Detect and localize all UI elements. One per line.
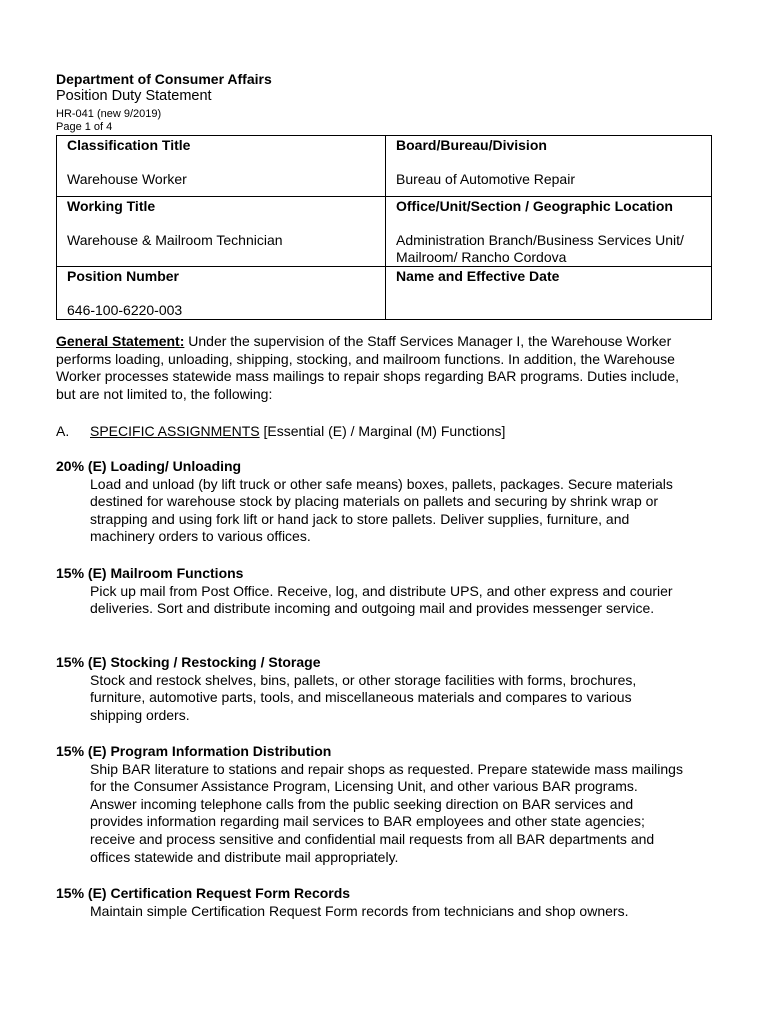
position-number-cell xyxy=(57,267,386,320)
general-statement xyxy=(56,333,686,403)
name-effective-date-cell xyxy=(386,267,712,320)
duty-text: Stock and restock shelves, bins, pallets, or other storage facilities with forms, brochures, furniture, automotive parts, tools, and miscellaneous materials and compares to various shipping orders. xyxy=(90,671,637,723)
name-effective-date-label: Name and Effective Date xyxy=(396,268,560,284)
duty-text: Load and unload (by lift truck or other safe means) boxes, pallets, packages. Secure materials destined for warehouse stock by placing materials on pallets and securing by shrink wrap or strapping and using fork lift or hand jack to store pallets. Deliver supplies, furniture, and machinery orders to various offices. xyxy=(90,475,673,545)
document-title: Position Duty Statement xyxy=(56,88,212,104)
department-name: Department of Consumer Affairs xyxy=(56,71,272,87)
duty-title: 15% (E) Certification Request Form Records xyxy=(56,885,351,901)
classification-title-cell xyxy=(57,136,386,197)
classification-title-value: Warehouse Worker xyxy=(67,171,187,187)
form-number: HR-041 (new 9/2019) xyxy=(56,108,162,120)
board-bureau-division-value: Bureau of Automotive Repair xyxy=(396,171,575,187)
duty-item xyxy=(56,743,686,866)
office-location-value: Administration Branch/Business Services Unit/ Mailroom/ Rancho Cordova xyxy=(396,232,684,265)
specific-assignments-heading xyxy=(56,423,686,441)
specific-assignments-title: SPECIFIC ASSIGNMENTS xyxy=(90,423,260,439)
duty-text: Pick up mail from Post Office. Receive, log, and distribute UPS, and other express and courier deliveries. Sort and distribute incoming and outgoing mail and provides messenger service. xyxy=(90,582,673,617)
duty-item xyxy=(56,885,686,920)
duty-item xyxy=(56,654,686,724)
duty-text: Maintain simple Certification Request Form records from technicians and shop owners. xyxy=(90,902,629,919)
duty-title: 15% (E) Program Information Distribution xyxy=(56,743,332,759)
general-statement-label: General Statement: xyxy=(56,333,185,349)
classification-title-label: Classification Title xyxy=(67,137,191,153)
section-letter: A. xyxy=(56,423,70,439)
duty-title: 15% (E) Mailroom Functions xyxy=(56,565,244,581)
working-title-value: Warehouse & Mailroom Technician xyxy=(67,232,283,248)
page-number: Page 1 of 4 xyxy=(56,121,113,133)
board-bureau-division-cell xyxy=(386,136,712,197)
position-number-label: Position Number xyxy=(67,268,180,284)
duty-item xyxy=(56,565,686,618)
duty-title: 20% (E) Loading/ Unloading xyxy=(56,458,242,474)
office-location-label: Office/Unit/Section / Geographic Location xyxy=(396,198,673,214)
duty-text: Ship BAR literature to stations and repair shops as requested. Prepare statewide mass mailings for the Consumer Assistance Program, Licensing Unit, and other various BAR programs. Answer incoming telephone calls from the public seeking direction on BAR services and provides information regarding mail services to BAR employees and other state agencies; receive and process sensitive and confidential mail requests from all BAR departments and offices statewide and distribute mail appropriately. xyxy=(90,760,683,865)
board-bureau-division-label: Board/Bureau/Division xyxy=(396,137,547,153)
duty-item xyxy=(56,458,686,546)
working-title-cell xyxy=(57,197,386,267)
position-number-value: 646-100-6220-003 xyxy=(67,302,183,318)
duty-title: 15% (E) Stocking / Restocking / Storage xyxy=(56,654,321,670)
position-info-table xyxy=(56,135,712,320)
working-title-label: Working Title xyxy=(67,198,156,214)
office-location-cell xyxy=(386,197,712,267)
specific-assignments-suffix: [Essential (E) / Marginal (M) Functions] xyxy=(259,423,506,439)
general-statement-text: Under the supervision of the Staff Services Manager I, the Warehouse Worker performs loading, unloading, shipping, stocking, and mailroom functions. In addition, the Warehouse Worker processes statewide mass mailings to repair shops regarding BAR programs. Duties include, but are not limited to, the following: xyxy=(56,333,680,402)
